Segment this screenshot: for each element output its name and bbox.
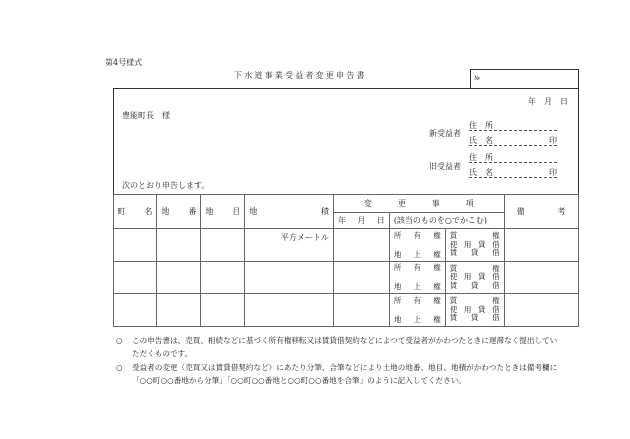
land-category-cell[interactable] — [201, 261, 245, 294]
land-category-cell[interactable] — [201, 229, 245, 262]
header-remarks: 備 考 — [504, 195, 578, 229]
table-row — [113, 294, 578, 327]
old-beneficiary-name-field[interactable] — [469, 167, 557, 178]
seal-mark: 印 — [549, 136, 557, 145]
header-land-area: 地 積 — [245, 195, 334, 229]
rights-left-cell[interactable]: 所 有 権 地 上 権 — [389, 229, 445, 262]
land-area-cell[interactable] — [245, 261, 334, 294]
rights-right-cell[interactable]: 質 権 使 用 貸 借 賃 貸 借 — [445, 261, 504, 294]
change-table — [113, 194, 579, 327]
rights-right-cell[interactable]: 質 権 使 用 貸 借 賃 貸 借 — [445, 294, 504, 327]
land-category-cell[interactable] — [201, 294, 245, 327]
remarks-cell[interactable] — [504, 261, 578, 294]
header-lot-number: 地 番 — [157, 195, 201, 229]
old-beneficiary-label: 旧受益者 — [429, 162, 461, 171]
header-land-category: 地 目 — [201, 195, 245, 229]
note-item-cont: 「○○町○○番地から分筆」「○○町○○番地と○○町○○番地を合筆」のように記入してください。 — [132, 375, 466, 385]
lot-number-cell[interactable] — [157, 261, 201, 294]
town-cell[interactable] — [113, 261, 157, 294]
note-item: ○ この申告書は、売買、相続などに基づく所有権移転又は賃貸借契約などによつて受益者がかわつたときに遅滞なく提出してい — [116, 336, 558, 345]
lot-number-cell[interactable] — [157, 294, 201, 327]
declaration-text: 次のとおり申告します。 — [122, 181, 210, 190]
remarks-cell[interactable] — [504, 294, 578, 327]
address-label: 住 所 — [469, 153, 493, 162]
note-item-cont: ただくものです。 — [132, 349, 193, 359]
land-area-cell[interactable] — [245, 294, 334, 327]
change-date-cell[interactable] — [333, 294, 389, 327]
rights-left-cell[interactable]: 所 有 権 地 上 権 — [389, 294, 445, 327]
town-cell[interactable] — [113, 229, 157, 262]
town-cell[interactable] — [113, 294, 157, 327]
table-row — [113, 261, 578, 294]
new-beneficiary-label: 新受益者 — [429, 129, 461, 138]
name-label: 氏 名 — [469, 136, 493, 145]
header-change-items: 変 更 事 項 — [333, 195, 504, 213]
name-label: 氏 名 — [469, 168, 493, 177]
number-field[interactable] — [470, 69, 579, 89]
address-label: 住 所 — [469, 121, 493, 130]
rights-right-cell[interactable]: 質 権 使 用 貸 借 賃 貸 借 — [445, 229, 504, 262]
seal-mark: 印 — [549, 168, 557, 177]
land-area-cell[interactable]: 平方メートル — [245, 229, 334, 262]
number-label: № — [474, 75, 480, 82]
header-town: 町 名 — [113, 195, 157, 229]
form-title: 下水道事業受益者変更申告書 — [234, 71, 367, 80]
notes — [116, 334, 596, 387]
note-item: ○ 受益者の変更（売買又は賃貸借契約など）にあたり分筆、合筆などにより土地の地番、地目、地積がかわつたときは備考欄に — [116, 362, 558, 372]
old-beneficiary-address-field[interactable] — [469, 152, 557, 163]
form-code: 第4号様式 — [105, 58, 143, 67]
form-frame — [113, 88, 579, 327]
change-date-cell[interactable] — [333, 261, 389, 294]
rights-left-cell[interactable]: 所 有 権 地 上 権 — [389, 261, 445, 294]
change-date-cell[interactable] — [333, 229, 389, 262]
table-row — [113, 229, 578, 262]
remarks-cell[interactable] — [504, 229, 578, 262]
lot-number-cell[interactable] — [157, 229, 201, 262]
new-beneficiary-name-field[interactable] — [469, 135, 557, 146]
header-change-date: 年 月 日 — [333, 213, 389, 229]
date-field[interactable]: 年 月 日 — [528, 97, 568, 106]
header-circle-instruction: (該当のものを○でかこむ) — [389, 213, 504, 229]
new-beneficiary-address-field[interactable] — [469, 120, 557, 131]
addressee: 豊能町長 様 — [122, 111, 170, 120]
